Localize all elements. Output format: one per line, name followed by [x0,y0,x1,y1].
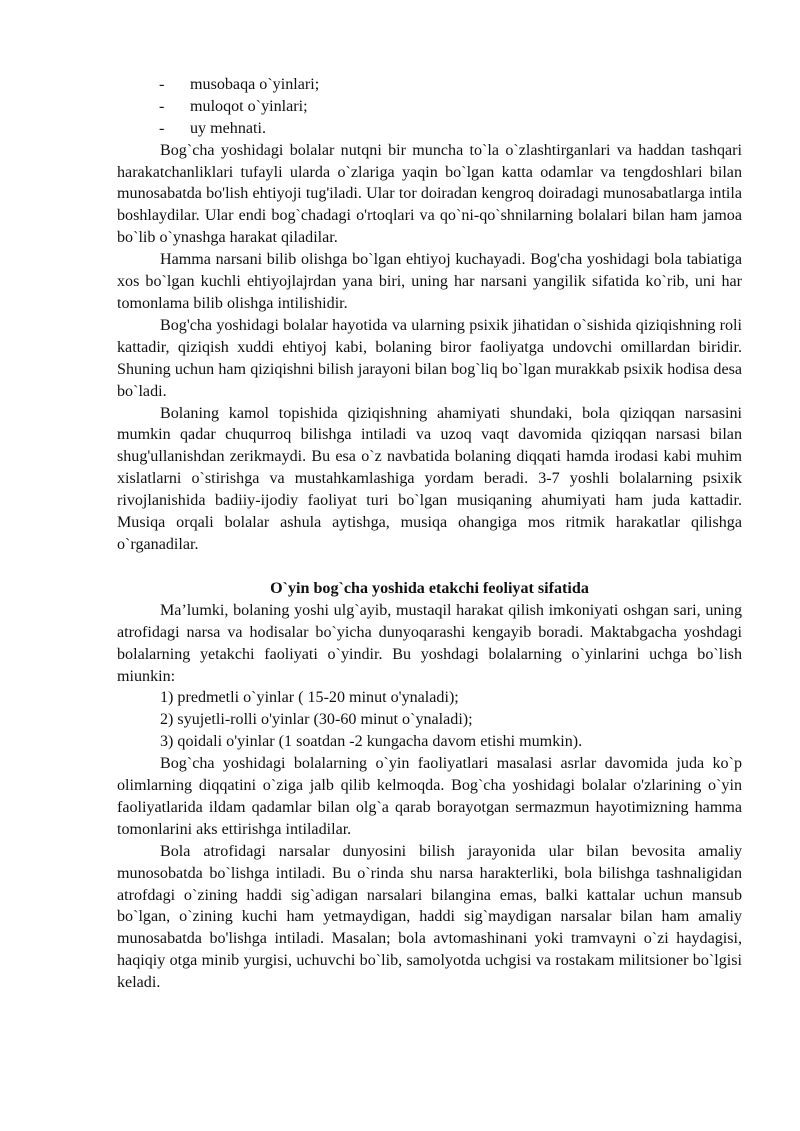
bullet-marker: - [159,76,165,93]
numbered-item: 2) syujetli-rolli o'yinlar (30-60 minut o`ynaladi); [160,711,473,729]
paragraph: Bola atrofidagi narsalar dunyosini bilish jarayonida ular bilan bevosita amaliy munosobatda bo`lishga intiladi. Bu o`rinda shu narsa harakterliki, bola bilishga tashnaligidan atrofdagi o`zining haddi sig`adigan narsalari bilangina emas, balki kattalar uchun mansub bo`lgan, o`zining kuchi ham yetmaydigan, haddi sig`maydigan narsalar bilan ham amaliy munosabatda bo'lishga intiladi. Masalan; bola avtomashinani yoki tramvayni o`zi haydagisi, haqiqiy otga minib yurgisi, uchuvchi bo`lib, samolyotda uchgisi va rostakam militsioner bo`lgisi keladi. [117,842,742,992]
paragraph: Bog'cha yoshidagi bolalar hayotida va ularning psixik jihatidan o`sishida qiziqishning roli kattadir, qiziqish xuddi ehtiyoj kabi, bolaning biror faoliyatga undovchi omillardan biridir. Shuning uchun ham qiziqishni bilish jarayoni bilan bog`liq bo`lgan murakkab psixik hodisa desa bo`ladi. [117,316,742,400]
list-item [117,96,742,118]
numbered-item: 1) predmetli o`yinlar ( 15-20 minut o'ynaladi); [160,689,459,707]
paragraph: Bolaning kamol topishida qiziqishning ahamiyati shundaki, bola qiziqqan narsasini mumkin qadar chuqurroq bilishga intiladi va uzoq vaqt davomida qiziqqan narsasi bilan shug'ullanishdan zerikmaydi. Bu esa o`z navbatida bolaning diqqati hamda irodasi kabi muhim xislatlarni o`stirishga va mustahkamlashiga yordam beradi. 3-7 yoshli bolalarning psixik rivojlanishida badiiy-ijodiy faoliyat turi bo`lgan musiqaning ahumiyati ham juda kattadir. Musiqa orqali bolalar ashula aytishga, musiqa ohangiga mos ritmik harakatlar qilishga o`rganadilar. [117,404,742,553]
document-page [117,74,742,994]
bullet-text: uy mehnati. [190,119,266,137]
list-item [117,118,742,140]
section-heading: O`yin bog`cha yoshida etakchi feoliyat sifatida [270,579,589,597]
bullet-marker: - [159,119,165,137]
bullet-marker: - [159,97,165,115]
numbered-item: 3) qoidali o'yinlar (1 soatdan -2 kungacha davom etishi mumkin). [160,733,583,751]
paragraph: Bog`cha yoshidagi bolalar nutqni bir muncha to`la o`zlashtirganlari va haddan tashqari harakatchanliklari tufayli ularda o`zlariga yaqin bo`lgan katta odamlar va tengdoshlari bilan munosabatda bo'lish ehtiyoji tug'iladi. Ular tor doiradan kengroq doiradagi munosabatlarga intila boshlaydilar. Ular endi bog`chadagi o'rtoqlari va qo`ni-qo`shnilarning bolalari bilan ham jamoa bo`lib o`ynashga harakat qiladilar. [117,141,742,247]
paragraph: Ma’lumki, bolaning yoshi ulg`ayib, mustaqil harakat qilish imkoniyati oshgan sari, uning atrofidagi narsa va hodisalar bo`yicha dunyoqarashi kengayib boradi. Maktabgacha yoshdagi bolalarning yetakchi faoliyati o`yindir. Bu yoshdagi bolalarning o`yinlarini uchga bo`lish miunkin: [117,601,742,685]
bullet-text: muloqot o`yinlari; [190,97,308,115]
paragraph: Bog`cha yoshidagi bolalarning o`yin faoliyatlari masalasi asrlar davomida juda ko`p olimlarning diqqatini o`ziga jalb qilib kelmoqda. Bog`cha yoshidagi bolalar o'zlarining o`yin faoliyatlarida ildam qadamlar bilan olg`a qarab borayotgan sermazmun hayotimizning hamma tomonlarini aks ettirishga intiladilar. [117,755,742,838]
bullet-list [117,74,742,140]
paragraph: Hamma narsani bilib olishga bo`lgan ehtiyoj kuchayadi. Bog'cha yoshidagi bola tabiatiga xos bo`lgan kuchli ehtiyojlajrdan yana biri, uning har narsani yangilik sifatida ko`rib, uni har tomonlama bilib olishga intilishidir. [117,251,742,313]
bullet-text: musobaqa o`yinlari; [190,76,320,93]
list-item [117,74,742,96]
